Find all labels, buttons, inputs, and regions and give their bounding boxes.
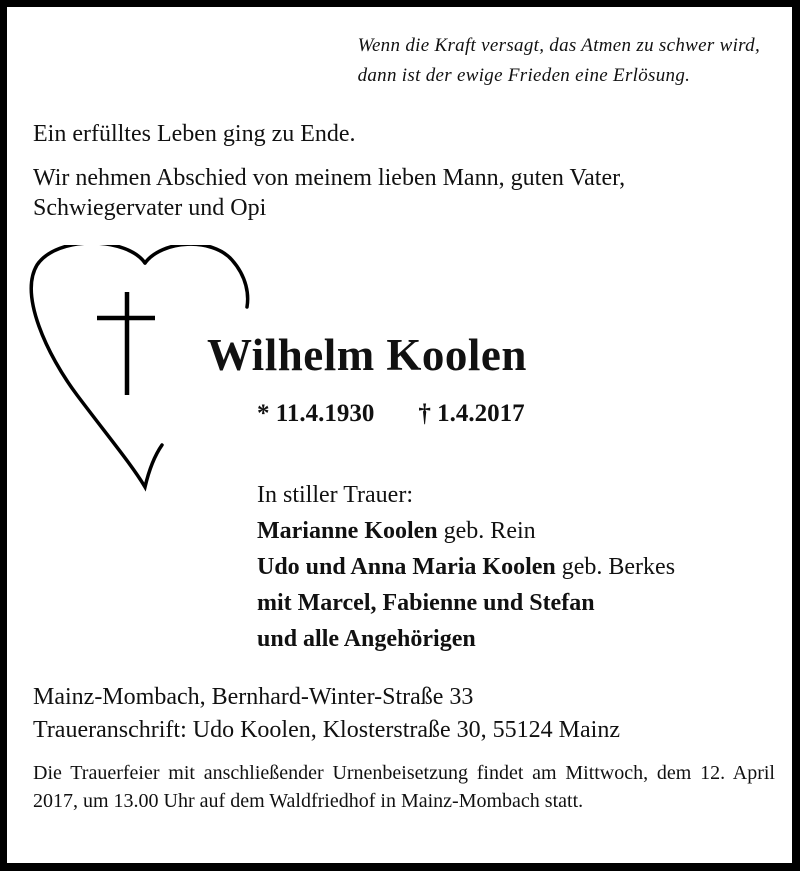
residence-address: Mainz-Mombach, Bernhard-Winter-Straße 33 xyxy=(33,684,474,710)
intro-line: Schwiegervater und Opi xyxy=(33,195,267,221)
intro-line: Wir nehmen Abschied von meinem lieben Mann, guten Vater, xyxy=(33,165,626,191)
mourners-heading: In stiller Trauer: xyxy=(257,482,413,508)
mourners-list xyxy=(257,477,675,657)
mourner-note: geb. Berkes xyxy=(555,554,676,580)
birth-date: * 11.4.1930 xyxy=(257,400,375,427)
intro-line: Ein erfülltes Leben ging zu Ende. xyxy=(33,121,356,147)
mourner-name: Marianne Koolen xyxy=(257,518,438,544)
deceased-name: Wilhelm Koolen xyxy=(207,330,527,380)
mourner-note: geb. Rein xyxy=(437,518,536,544)
motto-quote xyxy=(358,31,760,91)
mourning-address: Traueranschrift: Udo Koolen, Klosterstraße 30, 55124 Mainz xyxy=(33,717,620,743)
mourner-name: mit Marcel, Fabienne und Stefan xyxy=(257,590,595,616)
mourner-name: und alle Angehörigen xyxy=(257,626,476,652)
motto-line: dann ist der ewige Frieden eine Erlösung. xyxy=(357,65,691,86)
death-date: † 1.4.2017 xyxy=(418,400,525,427)
ceremony-info: Die Trauerfeier mit anschließender Urnenbeisetzung findet am Mittwoch, dem 12. April 2017, um 13.00 Uhr auf dem Waldfriedhof in Mainz-Mombach statt. xyxy=(33,762,775,812)
mourner-row xyxy=(257,513,675,549)
mourner-row xyxy=(257,549,675,585)
intro-text xyxy=(33,163,625,223)
life-dates xyxy=(257,400,569,428)
address-block xyxy=(33,681,620,747)
mourner-name: Udo und Anna Maria Koolen xyxy=(257,554,556,580)
motto-line: Wenn die Kraft versagt, das Atmen zu schwer wird, xyxy=(357,35,760,56)
mourner-row xyxy=(257,585,675,621)
mourner-row xyxy=(257,621,675,657)
